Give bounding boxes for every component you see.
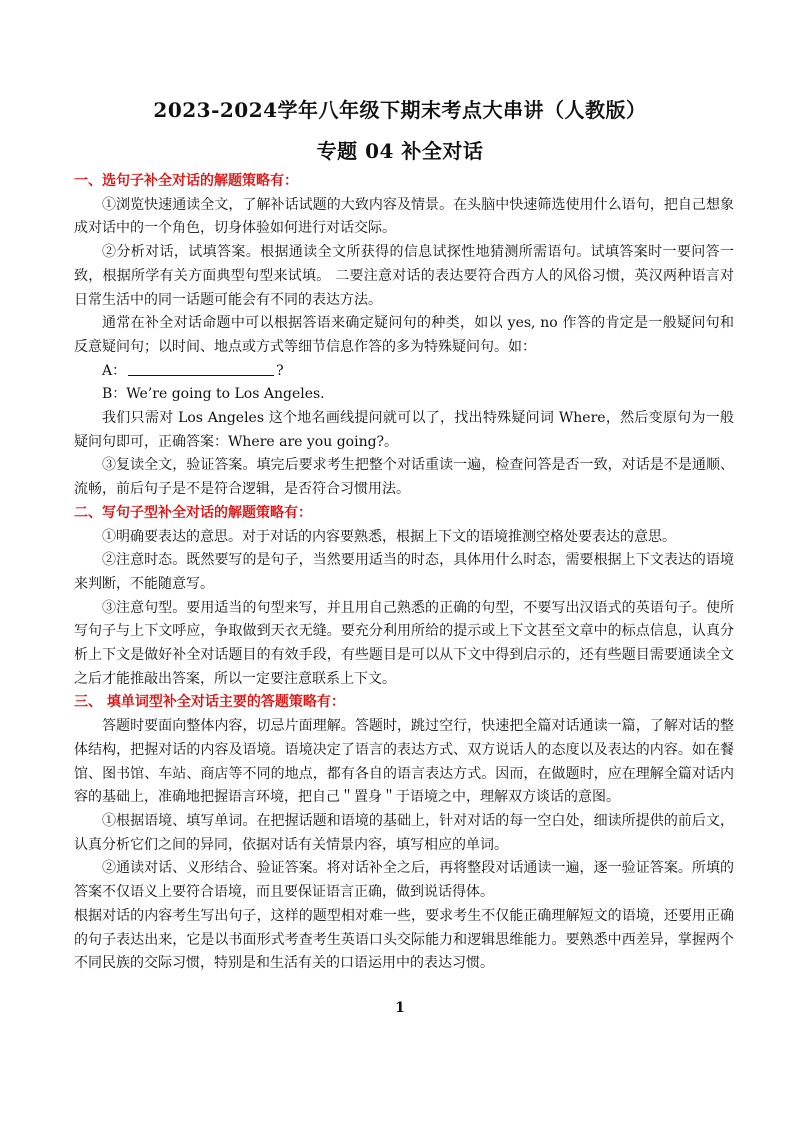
section-3-paragraph-2: ①根据语境、填写单词。在把握话题和语境的基础上，针对对话的每一空白处，细读所提供的前后文，认真分析它们之间的异同，依据对话有关情景内容，填写相应的单词。 <box>74 812 734 853</box>
page-number: 1 <box>395 1000 405 1016</box>
section-3-paragraph-1: 答题时要面向整体内容，切忌片面理解。答题时，跳过空行，快速把全篇对话通读一篇，了解对话的整体结构，把握对话的内容及语境。语境决定了语言的表达方式、双方说话人的态度以及表达的内容。如在餐馆、图书馆、车站、商店等不同的地点，都有各自的语言表达方式。因而，在做题时，应在理解全篇对话内容的基础上，准确地把握语言环境，把自己＂置身＂于语境之中，理解双方谈话的意图。 <box>74 718 734 806</box>
section-1-paragraph-1: ①浏览快速通读全文，了解补话试题的大致内容及情景。在头脑中快速筛选使用什么语句，把自己想象成对话中的一个角色，切身体验如何进行对话交际。 <box>74 196 734 237</box>
example-a-question-mark: ? <box>276 362 284 379</box>
document-body <box>74 170 734 976</box>
section-3-heading: 三、 填单词型补全对话主要的答题策略有： <box>74 694 345 711</box>
section-2-paragraph-3: ③注意句型。要用适当的句型来写，并且用自己熟悉的正确的句型，不要写出汉语式的英语句子。使所写句子与上下文呼应，争取做到天衣无缝。要充分利用所给的提示或上下文甚至文章中的标点信息，认真分析上下文是做好补全对话题目的有效手段，有些题目是可以从下文中得到启示的，还有些题目需要通读全文之后才能推敲出答案，所以一定要注意联系上下文。 <box>74 599 734 687</box>
section-2-paragraph-1: ①明确要表达的意思。对于对话的内容要熟悉，根据上下文的语境推测空格处要表达的意思。 <box>102 528 676 545</box>
answer-blank <box>128 361 274 376</box>
example-line-b: B：We’re going to Los Angeles. <box>102 386 325 403</box>
section-1-paragraph-2: ②分析对话，试填答案。根据通读全文所获得的信息试探性地猜测所需语句。试填答案时一要问答一致，根据所学有关方面典型句型来试填。 二要注意对话的表达要符合西方人的风俗习惯，英汉两种语言对日常生活中的同一话题可能会有不同的表达方法。 <box>74 244 734 308</box>
section-1-paragraph-5: ③复读全文，验证答案。填完后要求考生把整个对话重读一遍，检查问答是否一致，对话是不是通顺、流畅，前后句子是不是符合逻辑，是否符合习惯用法。 <box>74 457 734 498</box>
section-3-paragraph-4: 根据对话的内容考生写出句子，这样的题型相对难一些，要求考生不仅能正确理解短文的语境，还要用正确的句子表达出来，它是以书面形式考查考生英语口头交际能力和逻辑思维能力。要熟悉中西差异，掌握两个不同民族的交际习惯，特别是和生活有关的口语运用中的表达习惯。 <box>74 907 734 972</box>
document-subtitle: 专题 04 补全对话 <box>316 139 484 163</box>
document-title: 2023-2024学年八年级下期末考点大串讲（人教版） <box>153 98 647 122</box>
example-line-a <box>74 360 734 384</box>
section-2-paragraph-2: ②注意时态。既然要写的是句子，当然要用适当的时态，具体用什么时态，需要根据上下文表达的语境来判断，不能随意写。 <box>74 552 734 592</box>
section-1-paragraph-4: 我们只需对 Los Angeles 这个地名画线提问就可以了，找出特殊疑问词 Where，然后变原句为一般疑问句即可，正确答案：Where are you going?。 <box>74 410 734 450</box>
section-3-paragraph-3: ②通读对话、义形结合、验证答案。将对话补全之后，再将整段对话通读一遍，逐一验证答案。所填的答案不仅语义上要符合语境，而且要保证语言正确，做到说话得体。 <box>74 860 734 901</box>
example-a-label: A： <box>102 362 127 379</box>
section-1-paragraph-3: 通常在补全对话命题中可以根据答语来确定疑问句的种类，如以 yes, no 作答的肯定是一般疑问句和反意疑问句；以时间、地点或方式等细节信息作答的多为特殊疑问句。如： <box>74 315 734 355</box>
section-1-heading: 一、选句子补全对话的解题策略有： <box>74 173 298 189</box>
section-2-heading: 二、写句子型补全对话的解题策略有： <box>74 504 312 521</box>
